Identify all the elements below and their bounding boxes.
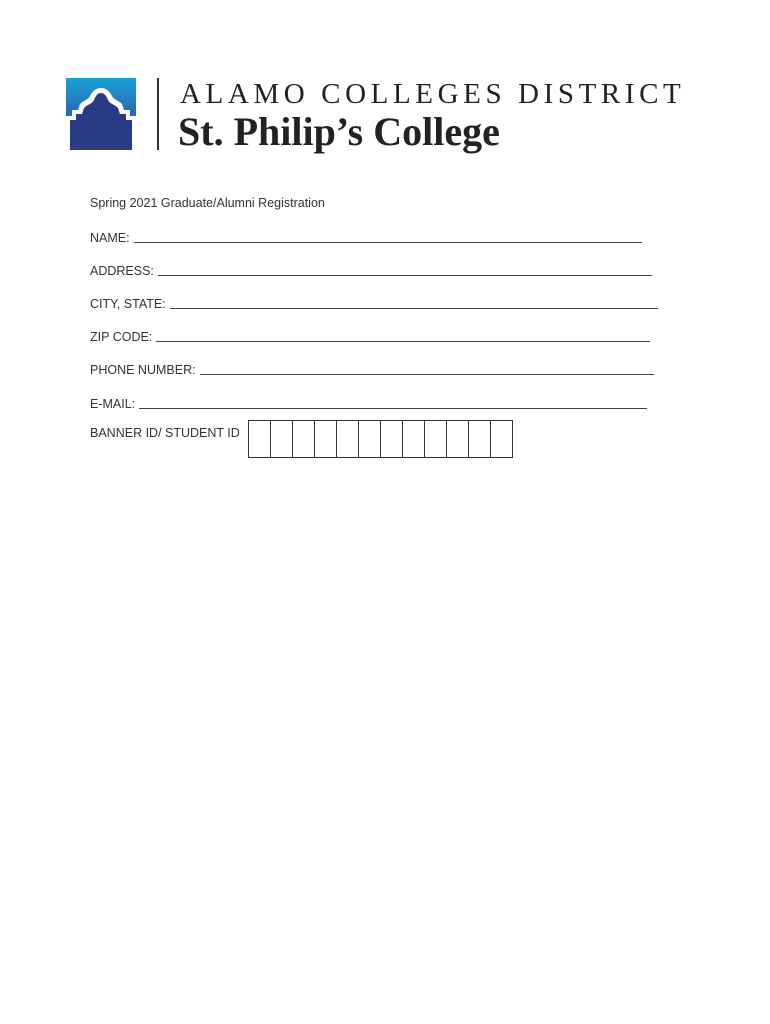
student-id-digit-box[interactable] [425, 421, 447, 457]
student-id-digit-box[interactable] [381, 421, 403, 457]
address-label: ADDRESS: [90, 264, 154, 278]
email-field[interactable] [90, 393, 647, 411]
student-id-digit-box[interactable] [315, 421, 337, 457]
student-id-digit-box[interactable] [359, 421, 381, 457]
email-input-line[interactable] [139, 394, 647, 409]
student-id-digit-box[interactable] [271, 421, 293, 457]
student-id-digit-box[interactable] [293, 421, 315, 457]
student-id-digit-box[interactable] [403, 421, 425, 457]
student-id-digit-box[interactable] [491, 421, 512, 457]
name-field[interactable] [90, 227, 642, 245]
city-state-input-line[interactable] [170, 294, 658, 309]
zip-field[interactable] [90, 326, 650, 344]
phone-input-line[interactable] [200, 360, 654, 375]
form-title: Spring 2021 Graduate/Alumni Registration [90, 196, 325, 210]
zip-input-line[interactable] [156, 327, 650, 342]
name-input-line[interactable] [134, 228, 642, 243]
name-label: NAME: [90, 231, 130, 245]
phone-label: PHONE NUMBER: [90, 363, 196, 377]
address-input-line[interactable] [158, 261, 652, 276]
college-name: St. Philip’s College [178, 109, 500, 154]
student-id-digit-box[interactable] [469, 421, 491, 457]
address-field[interactable] [90, 260, 652, 278]
zip-label: ZIP CODE: [90, 330, 153, 344]
phone-field[interactable] [90, 359, 654, 377]
student-id-boxes[interactable] [248, 420, 513, 458]
city-state-field[interactable] [90, 293, 658, 311]
student-id-digit-box[interactable] [249, 421, 271, 457]
student-id-digit-box[interactable] [447, 421, 469, 457]
district-name: ALAMO COLLEGES DISTRICT [180, 78, 686, 110]
logo-divider [157, 78, 159, 150]
city-state-label: CITY, STATE: [90, 297, 166, 311]
student-id-label: BANNER ID/ STUDENT ID [90, 426, 240, 440]
alamo-mission-logo-icon [66, 78, 136, 150]
student-id-digit-box[interactable] [337, 421, 359, 457]
email-label: E-MAIL: [90, 397, 136, 411]
